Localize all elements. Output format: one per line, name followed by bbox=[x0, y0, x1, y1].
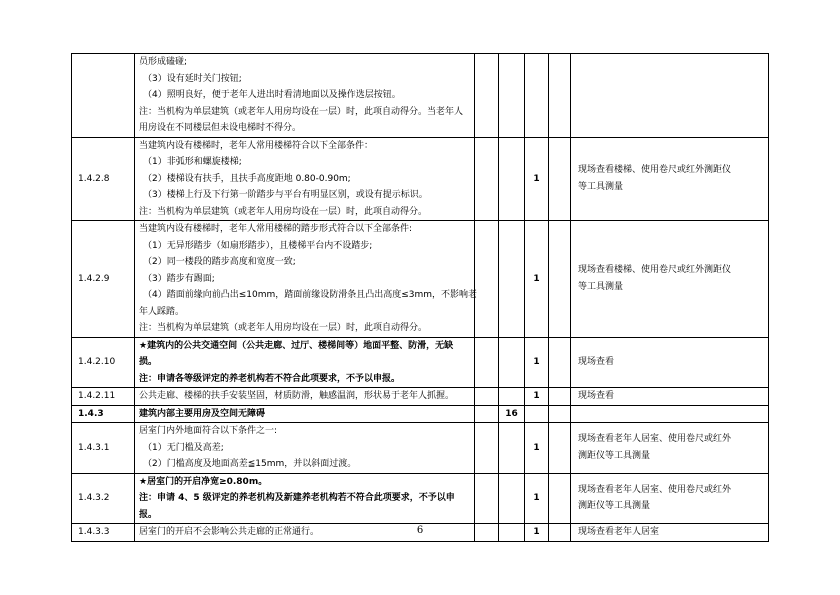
description-line: 注：当机构为单层建筑（或老年人用房均设在一层）时，此项自动得分。 bbox=[139, 323, 428, 333]
score-cell-c3 bbox=[525, 54, 549, 138]
score-cell-c4 bbox=[549, 137, 571, 221]
page-number: 6 bbox=[416, 525, 424, 536]
score-cell-c3: 1 bbox=[525, 524, 549, 542]
item-code bbox=[72, 54, 135, 138]
item-code: 1.4.3.3 bbox=[72, 524, 135, 542]
description-line: 用房设在不同楼层但未设电梯时不得分。 bbox=[139, 123, 302, 133]
description-line: （4）照明良好，便于老年人进出时看清地面以及操作选层按钮。 bbox=[143, 90, 401, 100]
item-description bbox=[135, 137, 475, 221]
assessment-method bbox=[571, 337, 769, 388]
score-cell-c3: 1 bbox=[525, 388, 549, 406]
table-row bbox=[72, 473, 769, 524]
assessment-method bbox=[571, 137, 769, 221]
score-cell-c3: 1 bbox=[525, 221, 549, 338]
description-line: 当建筑内设有楼梯时，老年人常用楼梯的踏步形式符合以下全部条件: bbox=[139, 224, 413, 234]
score-cell-c3: 1 bbox=[525, 473, 549, 524]
score-cell-c1 bbox=[475, 423, 499, 474]
description-line: （1）无异形踏步（如扇形踏步），且楼梯平台内不设踏步; bbox=[143, 240, 373, 251]
item-description bbox=[135, 405, 475, 423]
score-cell-c2 bbox=[499, 54, 525, 138]
score-cell-c2 bbox=[499, 473, 525, 524]
method-line: 测距仪等工具测量 bbox=[578, 450, 651, 461]
description-line: （3）楼梯上行及下行第一阶踏步与平台有明显区别，或设有提示标识。 bbox=[143, 190, 428, 200]
item-description bbox=[135, 388, 475, 406]
description-line: （1）无门槛及高差; bbox=[143, 442, 224, 453]
method-line: 现场查看老年人居室、使用卷尺或红外 bbox=[578, 434, 732, 445]
score-cell-c2: 16 bbox=[499, 405, 525, 423]
score-cell-c4 bbox=[549, 423, 571, 474]
method-line: 现场查看老年人居室、使用卷尺或红外 bbox=[578, 484, 732, 495]
method-line: 测距仪等工具测量 bbox=[578, 501, 651, 512]
description-line: 注：申请 4、5 级评定的养老机构及新建养老机构若不符合此项要求，不予以申 bbox=[139, 493, 455, 503]
item-code: 1.4.3.2 bbox=[72, 473, 135, 524]
table-row bbox=[72, 54, 769, 138]
method-line: 现场查看楼梯、使用卷尺或红外测距仪 bbox=[578, 265, 732, 276]
assessment-method bbox=[571, 54, 769, 138]
table-row bbox=[72, 221, 769, 338]
description-line: 公共走廊、楼梯的扶手安装坚固，材质防滑，触感温润，形状易于老年人抓握。 bbox=[139, 391, 455, 401]
method-line: 现场查看 bbox=[578, 357, 615, 367]
description-line: 建筑内部主要用房及空间无障碍 bbox=[139, 408, 266, 419]
description-line: （2）楼梯设有扶手，且扶手高度距地 0.80-0.90m; bbox=[143, 173, 351, 184]
score-cell-c4 bbox=[549, 473, 571, 524]
description-line: 注：当机构为单层建筑（或老年人用房均设在一层）时，此项自动得分。当老年人 bbox=[139, 106, 464, 117]
description-line: （2）门槛高度及地面高差≦15mm，并以斜面过渡。 bbox=[143, 459, 357, 469]
assessment-method bbox=[571, 405, 769, 423]
description-line: （3）设有延时关门按钮; bbox=[143, 73, 242, 84]
description-line: 注：当机构为单层建筑（或老年人用房均设在一层）时，此项自动得分。 bbox=[139, 206, 428, 217]
score-cell-c4 bbox=[549, 221, 571, 338]
description-line: （2）同一楼段的踏步高度和宽度一致; bbox=[143, 257, 296, 267]
description-line: （1）非弧形和螺旋楼梯; bbox=[143, 157, 242, 167]
description-line: 注：申请各等级评定的养老机构若不符合此项要求，不予以申报。 bbox=[139, 373, 401, 384]
method-line: 等工具测量 bbox=[578, 281, 624, 292]
description-line: 员形成磕碰; bbox=[139, 57, 188, 67]
table-row bbox=[72, 337, 769, 388]
score-cell-c3 bbox=[525, 405, 549, 423]
item-description bbox=[135, 473, 475, 524]
method-line: 现场查看老年人居室 bbox=[578, 527, 660, 537]
score-cell-c1 bbox=[475, 221, 499, 338]
score-cell-c2 bbox=[499, 388, 525, 406]
description-line: 报。 bbox=[139, 509, 158, 520]
assessment-method bbox=[571, 473, 769, 524]
description-line: 当建筑内设有楼梯时，老年人常用楼梯符合以下全部条件： bbox=[139, 140, 374, 151]
score-cell-c3: 1 bbox=[525, 423, 549, 474]
score-cell-c2 bbox=[499, 337, 525, 388]
item-description bbox=[135, 54, 475, 138]
item-code: 1.4.2.8 bbox=[72, 137, 135, 221]
score-cell-c4 bbox=[549, 54, 571, 138]
score-cell-c2 bbox=[499, 221, 525, 338]
score-cell-c1 bbox=[475, 337, 499, 388]
score-cell-c4 bbox=[549, 337, 571, 388]
description-line: 居室门的开启不会影响公共走廊的正常通行。 bbox=[139, 527, 320, 537]
score-cell-c4 bbox=[549, 405, 571, 423]
assessment-method bbox=[571, 221, 769, 338]
score-cell-c1 bbox=[475, 137, 499, 221]
item-code: 1.4.2.11 bbox=[72, 388, 135, 406]
item-code: 1.4.2.9 bbox=[72, 221, 135, 338]
assessment-method bbox=[571, 423, 769, 474]
score-cell-c3: 1 bbox=[525, 137, 549, 221]
table-row bbox=[72, 405, 769, 423]
description-line: ★居室门的开启净宽≥0.80m。 bbox=[139, 476, 268, 487]
criteria-table bbox=[71, 53, 769, 542]
score-cell-c3: 1 bbox=[525, 337, 549, 388]
item-code: 1.4.3 bbox=[72, 405, 135, 423]
item-description bbox=[135, 337, 475, 388]
description-line: ★建筑内的公共交通空间（公共走廊、过厅、楼梯间等）地面平整、防滑，无缺 bbox=[139, 340, 454, 351]
method-line: 现场查看 bbox=[578, 391, 615, 401]
description-line: （4）踏面前缘向前凸出≤10mm，踏面前缘设防滑条且凸出高度≤3mm，不影响老 bbox=[143, 290, 478, 300]
score-cell-c2 bbox=[499, 423, 525, 474]
method-line: 等工具测量 bbox=[578, 181, 624, 192]
score-cell-c1 bbox=[475, 405, 499, 423]
assessment-method bbox=[571, 388, 769, 406]
score-cell-c4 bbox=[549, 388, 571, 406]
description-line: 年人踩踏。 bbox=[139, 306, 185, 317]
score-cell-c1 bbox=[475, 388, 499, 406]
description-line: 损。 bbox=[139, 357, 158, 367]
item-code: 1.4.2.10 bbox=[72, 337, 135, 388]
score-cell-c1 bbox=[475, 54, 499, 138]
description-line: （3）踏步有踢面; bbox=[143, 273, 215, 284]
method-line: 现场查看楼梯、使用卷尺或红外测距仪 bbox=[578, 165, 732, 176]
table-row bbox=[72, 388, 769, 406]
table-row bbox=[72, 137, 769, 221]
item-description bbox=[135, 221, 478, 338]
criteria-table-body bbox=[72, 54, 769, 542]
item-code: 1.4.3.1 bbox=[72, 423, 135, 474]
table-row bbox=[72, 423, 769, 474]
score-cell-c2 bbox=[499, 137, 525, 221]
description-line: 居室门内外地面符合以下条件之一: bbox=[139, 426, 278, 436]
score-cell-c1 bbox=[475, 473, 499, 524]
item-description bbox=[135, 423, 475, 474]
